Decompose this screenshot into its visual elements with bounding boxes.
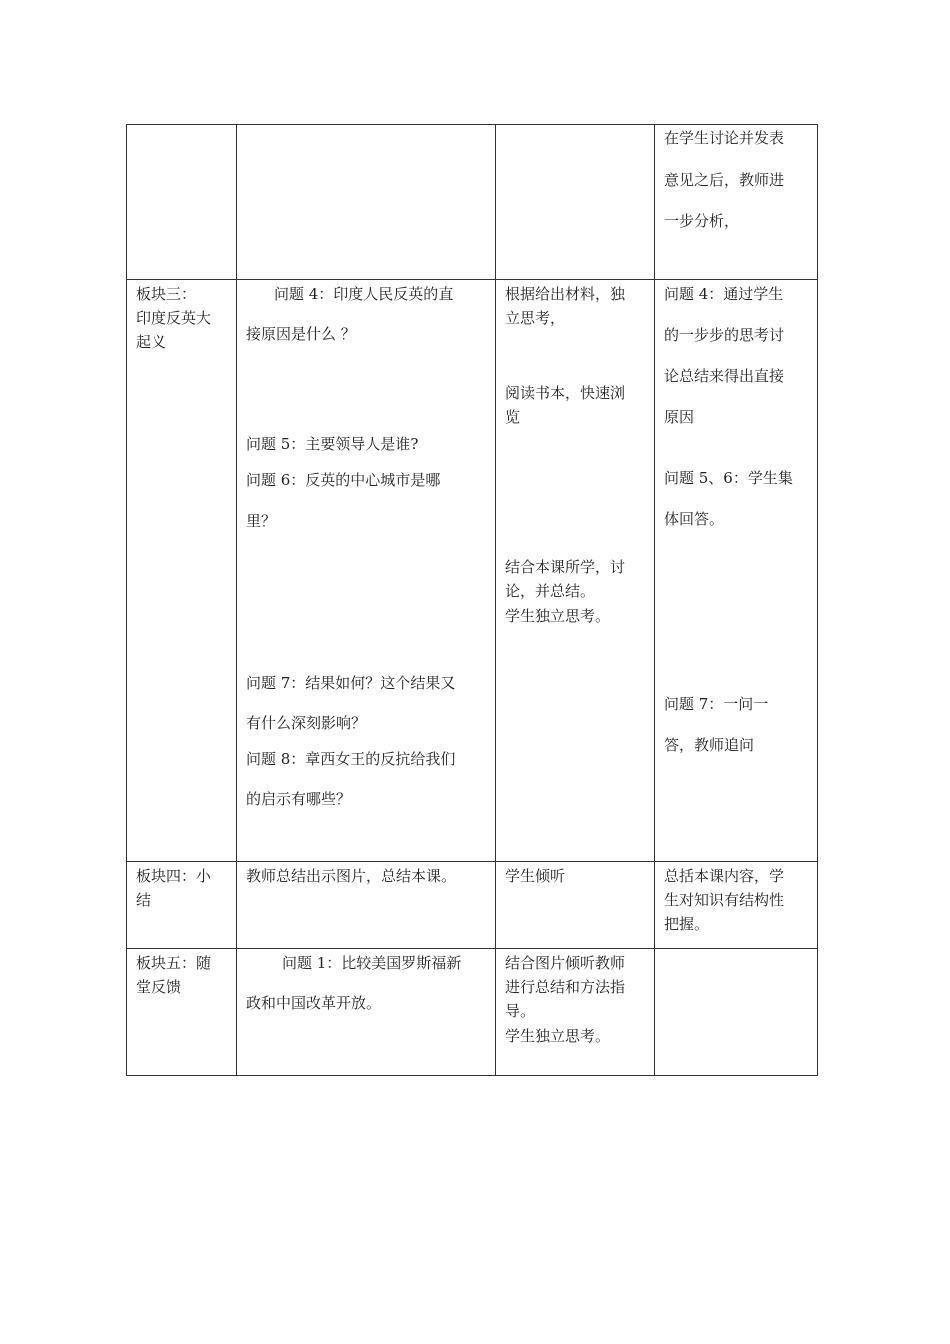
- cell-text: 进行总结和方法指: [505, 978, 626, 996]
- cell-text: 问题 4：印度人民反英的直: [274, 285, 454, 303]
- cell-text: 问题 5：主要领导人是谁?: [246, 435, 419, 453]
- cell-text: 里？: [246, 512, 277, 530]
- cell-text: 问题 7：一问一: [664, 695, 769, 713]
- cell-text: 论，并总结。: [505, 582, 596, 600]
- table-cell: [496, 862, 655, 949]
- lesson-plan-table: [126, 124, 818, 1076]
- cell-text: 体回答。: [664, 510, 725, 528]
- table-cell: [237, 280, 496, 862]
- cell-text: 问题 7：结果如何？这个结果又: [246, 674, 456, 692]
- cell-text: 教师总结出示图片，总结本课。: [246, 867, 457, 885]
- cell-text: 接原因是什么 ？: [246, 325, 356, 343]
- table-cell: [496, 125, 655, 280]
- table-cell: [237, 125, 496, 280]
- cell-text: 论总结来得出直接: [664, 367, 785, 385]
- cell-text: 阅读书本，快速浏: [505, 384, 626, 402]
- cell-text: 把握。: [664, 915, 710, 933]
- table-cell: [655, 280, 818, 862]
- table-row: [127, 280, 818, 862]
- cell-text: 根据给出材料，独: [505, 285, 626, 303]
- section-label: 结: [136, 891, 152, 909]
- table-cell: [127, 862, 237, 949]
- cell-text: 总括本课内容，学: [664, 867, 785, 885]
- cell-text: 问题 8：章西女王的反抗给我们: [246, 750, 456, 768]
- cell-text: 学生独立思考。: [505, 607, 611, 625]
- section-label: 板块五：随: [136, 954, 212, 972]
- cell-text: 原因: [664, 408, 695, 426]
- section-label: 堂反馈: [136, 978, 182, 996]
- table-cell: [655, 125, 818, 280]
- cell-text: 问题 4：通过学生: [664, 285, 784, 303]
- cell-text: 生对知识有结构性: [664, 891, 785, 909]
- cell-text: 意见之后，教师进: [664, 171, 785, 189]
- section-label: 板块三：: [136, 285, 197, 303]
- table-row: [127, 862, 818, 949]
- table-cell: [237, 862, 496, 949]
- table-cell: [655, 949, 818, 1076]
- cell-text: 答，教师追问: [664, 736, 755, 754]
- cell-text: 导。: [505, 1002, 536, 1020]
- cell-text: 问题 5、6：学生集: [664, 469, 793, 487]
- cell-text: 的一步步的思考讨: [664, 326, 785, 344]
- cell-text: 一步分析，: [664, 212, 740, 230]
- table-cell: [655, 862, 818, 949]
- table-cell: [496, 949, 655, 1076]
- section-label: 起义: [136, 333, 167, 351]
- table-row: [127, 949, 818, 1076]
- cell-text: 问题 6：反英的中心城市是哪: [246, 471, 441, 489]
- cell-text: 有什么深刻影响？: [246, 714, 367, 732]
- cell-text: 结合图片倾听教师: [505, 954, 626, 972]
- cell-text: 结合本课所学，讨: [505, 558, 626, 576]
- cell-text: 的启示有哪些？: [246, 790, 352, 808]
- table-cell: [127, 125, 237, 280]
- section-label: 板块四：小: [136, 867, 212, 885]
- table-cell: [237, 949, 496, 1076]
- cell-text: 在学生讨论并发表: [664, 129, 785, 147]
- cell-text: 问题 1：比较美国罗斯福新: [282, 954, 462, 972]
- cell-text: 立思考，: [505, 309, 566, 327]
- table-row: [127, 125, 818, 280]
- cell-text: 政和中国改革开放。: [246, 994, 382, 1012]
- table-cell: [496, 280, 655, 862]
- table-cell: [127, 280, 237, 862]
- cell-text: 学生倾听: [505, 867, 566, 885]
- table-cell: [127, 949, 237, 1076]
- section-label: 印度反英大: [136, 309, 212, 327]
- cell-text: 览: [505, 408, 521, 426]
- cell-text: 学生独立思考。: [505, 1027, 611, 1045]
